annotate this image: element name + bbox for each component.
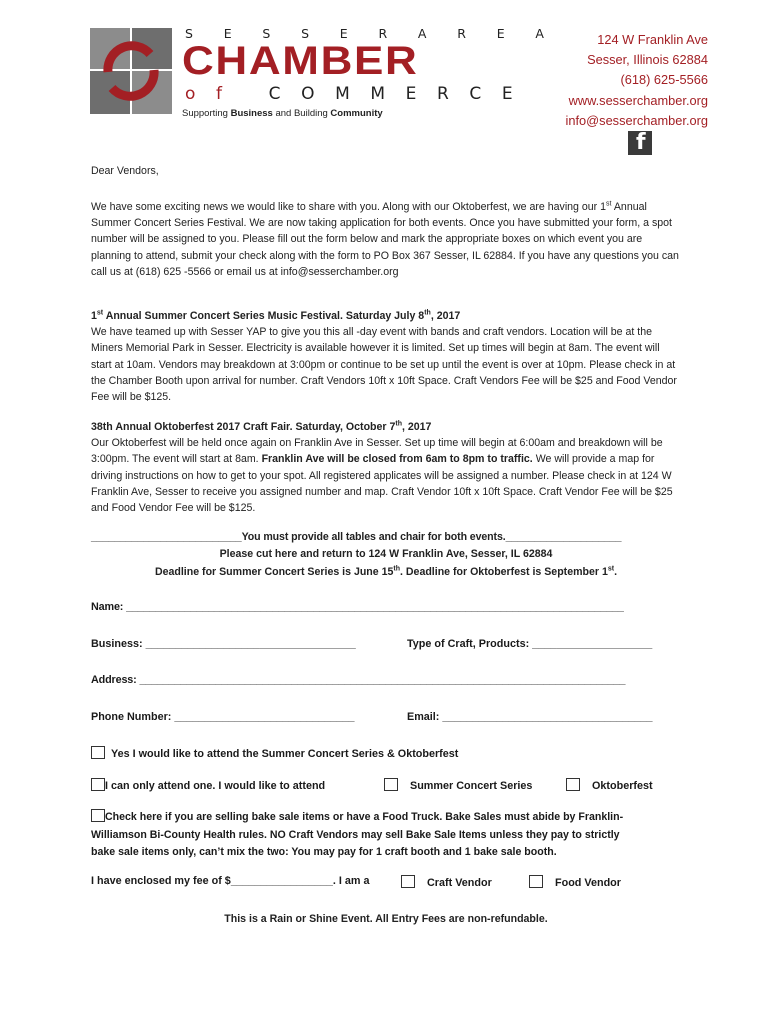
intro-paragraph: We have some exciting news we would like to share with you. Along with our Oktoberfest, we are having our 1st Annual Summer Concert Series Festival. We are now taking application for both events. Once you have submitted your form, a spot number will be assigned to you. Please fill out the form below and mark the appropriate boxes on which event you are planning to attend, submit your check along with the form to PO Box 367 Sesser, IL 62884. If you have any questions you can call us at (618) 625 -5566 or email us at info@sesserchamber.org bbox=[91, 200, 679, 278]
org-name-chamber: CHAMBER bbox=[182, 39, 419, 83]
craft-type-field[interactable]: Type of Craft, Products: ____________________ bbox=[407, 638, 653, 650]
contact-website[interactable]: www.sesserchamber.org bbox=[568, 92, 708, 108]
food-vendor-label: Food Vendor bbox=[555, 877, 621, 889]
food-vendor-option bbox=[529, 875, 621, 889]
food-vendor-checkbox[interactable] bbox=[529, 875, 543, 888]
oktoberfest-checkbox[interactable] bbox=[566, 778, 580, 791]
chamber-logo-mark bbox=[90, 28, 172, 114]
email-field[interactable]: Email: ___________________________________ bbox=[407, 711, 653, 723]
oktoberfest-section bbox=[91, 419, 681, 516]
cut-line: __________________________You must provide all tables and chair for both events.____________________ bbox=[91, 531, 622, 543]
attend-one-label: I can only attend one. I would like to attend bbox=[105, 780, 326, 792]
facebook-icon[interactable]: f bbox=[628, 131, 652, 155]
attend-one-checkbox[interactable] bbox=[91, 778, 105, 791]
oktoberfest-heading: 38th Annual Oktoberfest 2017 Craft Fair. Saturday, October 7th, 2017 bbox=[91, 420, 432, 433]
craft-vendor-label: Craft Vendor bbox=[427, 877, 492, 889]
summer-checkbox[interactable] bbox=[384, 778, 398, 791]
attend-both-label: Yes I would like to attend the Summer Concert Series & Oktoberfest bbox=[111, 748, 459, 760]
contact-street: 124 W Franklin Ave bbox=[597, 32, 708, 47]
greeting: Dear Vendors, bbox=[91, 165, 159, 177]
address-field[interactable]: Address: ___________________________________________________________________________________ bbox=[91, 674, 626, 686]
craft-vendor-checkbox[interactable] bbox=[401, 875, 415, 888]
bake-sale-block: Check here if you are selling bake sale items or have a Food Truck. Bake Sales must abide by Franklin- Williamson Bi-County Health rules. NO Craft Vendors may sell Bake Sale Items unless they pay to strictly bake sale items only, can’t mix the two: You may pay for 1 craft booth and 1 bake sale booth. bbox=[91, 811, 624, 858]
summer-body: We have teamed up with Sesser YAP to give you this all -day event with bands and craft vendors. Location will be at the Miners Memorial Park in Sesser. Electricity is available however it is limited. Set up times will begin at 8am. The event will start at 10am. Vendors may breakdown at 3:00pm or continue to be set up until the event is over at 10pm. Please check in at the Chamber Booth upon arrival for number. Craft Vendors 10ft x 10ft Space. Craft Vendors Fee will be $25 and Food Vendor Fee will be $125. bbox=[91, 326, 677, 404]
contact-email[interactable]: info@sesserchamber.org bbox=[565, 112, 708, 128]
bake-sale-checkbox[interactable] bbox=[91, 809, 105, 822]
oktoberfest-option-label: Oktoberfest bbox=[592, 780, 653, 792]
oktoberfest-body: Our Oktoberfest will be held once again on Franklin Ave in Sesser. Set up time will begin at 6:00am and breakdown will be 3:00pm. The event will start at 8am. Franklin Ave will be closed from 6am to 8pm to traffic. We will provide a map for driving instructions on how to get to your spot. All registered applicates will be assigned a number. Please check in at 124 W Franklin Ave, Sesser to receive you assigned number and map. Craft Vendor 10ft x 10ft Space. Craft Vendor Fee will be $25 and Food Vendor Fee will be $125. bbox=[91, 437, 673, 515]
org-name-line1: S E S S E R A R E A bbox=[185, 26, 558, 41]
summer-heading: 1st Annual Summer Concert Series Music Festival. Saturday July 8th, 2017 bbox=[91, 309, 461, 322]
org-tagline: Supporting Business and Building Community bbox=[182, 108, 383, 119]
craft-vendor-option bbox=[401, 875, 492, 889]
summer-section bbox=[91, 308, 681, 405]
contact-phone: (618) 625-5566 bbox=[620, 72, 708, 88]
attend-both-row bbox=[91, 746, 458, 760]
attend-both-checkbox[interactable] bbox=[91, 746, 105, 759]
summer-option-label: Summer Concert Series bbox=[410, 780, 533, 792]
fee-field[interactable]: I have enclosed my fee of $_________________. I am a bbox=[91, 875, 370, 887]
oktoberfest-option bbox=[566, 778, 653, 792]
contact-city: Sesser, Illinois 62884 bbox=[587, 52, 708, 68]
return-instructions: Please cut here and return to 124 W Franklin Ave, Sesser, IL 62884 bbox=[219, 548, 553, 560]
footer-note: This is a Rain or Shine Event. All Entry Fees are non-refundable. bbox=[224, 913, 548, 925]
contact-block bbox=[566, 30, 708, 131]
org-name-commerce: o f C O M M E R C E bbox=[185, 84, 521, 104]
attend-one-row bbox=[91, 778, 325, 792]
summer-option bbox=[384, 778, 532, 792]
deadline-text: Deadline for Summer Concert Series is June 15th. Deadline for Oktoberfest is September 1st. bbox=[154, 565, 618, 578]
business-field[interactable]: Business: ___________________________________ bbox=[91, 638, 356, 650]
name-field[interactable]: Name: _____________________________________________________________________________________ bbox=[91, 601, 624, 613]
phone-field[interactable]: Phone Number: ______________________________ bbox=[91, 711, 355, 723]
